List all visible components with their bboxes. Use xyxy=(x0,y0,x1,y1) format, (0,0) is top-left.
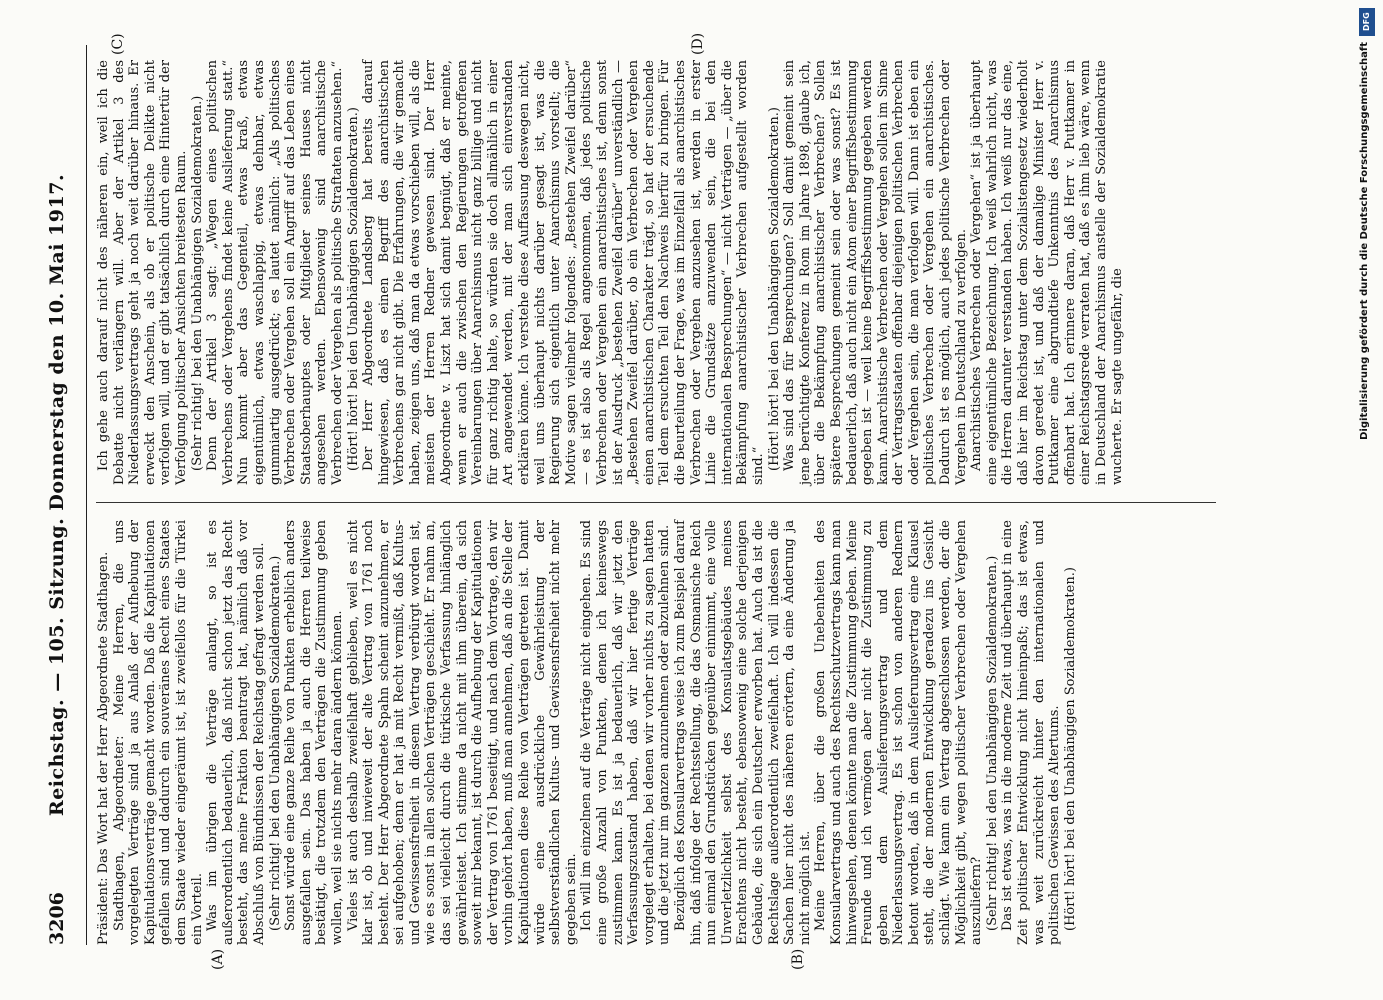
digitization-credit: Digitalisierung gefördert durch die Deutsche Forschungsgemeinschaft xyxy=(1359,42,1370,440)
paragraph: (Hört! hört! bei den Unabhängigen Sozialdemokraten.) xyxy=(766,107,782,471)
running-title: Reichstag. — 105. Sitzung. Donnerstag den 10. Mai 1917. xyxy=(46,173,68,817)
paragraph: Sonst würde eine ganze Reihe von Punkten erheblich anders ausgefallen sein. Das haben ja auch die Herren teilweise bestätigt, die trotzdem den Verträgen die Zustimmung geben wollen, weil sie nichts mehr daran ändern können. xyxy=(283,520,345,945)
page-number: 3206 xyxy=(46,892,68,945)
paragraph: Meine Herren, über die großen Unebenheiten des Konsularvertrags und auch des Rechtsschutzvertrags kann man hinwegsehen, denen könnte man die Zustimmung geben. Meine Freunde und ich vermögen aber nicht die Zustimmung zu geben dem Auslieferungsvertrag und dem Niederlassungsvertrag. Es ist schon von anderen Rednern betont worden, daß in dem Auslieferungsvertrag eine Klausel steht, die der modernen Entwicklung geradezu ins Gesicht schlägt. Wie kann ein Vertrag abgeschlossen werden, der die Möglichkeit gibt, wegen politischer Verbrechen oder Vergehen auszuliefern? xyxy=(813,520,985,945)
paragraph: (Hört! hört! bei den Unabhängigen Sozialdemokraten.) xyxy=(1062,567,1078,931)
paragraph: Das ist etwas, was in die moderne Zeit und überhaupt in eine Zeit politischer Entwicklung nicht hineinpaßt; das ist etwas, was weit zurückreicht hinter den internationalen und politischen Gewissen des Altertums. xyxy=(1000,520,1063,945)
paragraph: Anarchistisches Verbrechen oder Vergehen“ ist ja überhaupt eine eigentümliche Bezeichnung. Ich weiß wahrlich nicht, was die Herren darunter verstanden haben. Ich weiß nur das eine, daß hier im Reichstag unter dem Sozialistengesetz wiederholt davon geredet ist, und daß der damalige Minister Herr v. Puttkamer eine abgrundtiefe Unkenntnis des Anarchismus offenbart hat. Ich erinnere daran, daß Herr v. Puttkamer in einer Reichstagsrede verraten hat, daß es ihm lieb wäre, wenn in Deutschland der Anarchismus anstelle der Sozialdemokratie wucherte. Er sagte ungefähr, die xyxy=(969,60,1125,485)
page-header xyxy=(40,45,87,945)
margin-marker-d: (D) xyxy=(690,32,706,55)
paragraph: Ich will im einzelnen auf die Verträge nicht eingehen. Es sind eine große Anzahl von Punkten, denen ich keineswegs zustimmen kann. Es ist ja bedauerlich, daß wir jetzt den Verfassungszustand haben, daß wir hier fertige Verträge vorgelegt erhalten, bei denen wir vorher nichts zu sagen hatten und die jetzt nur im ganzen anzunehmen oder abzulehnen sind. xyxy=(579,520,673,945)
paragraph: Präsident: Das Wort hat der Herr Abgeordnete Stadthagen. xyxy=(96,551,111,945)
digitization-strip xyxy=(1357,0,1379,1000)
paragraph: (Sehr richtig! bei den Unabhängigen Sozialdemokraten.) xyxy=(189,95,205,471)
paragraph: (Sehr richtig! bei den Unabhängigen Sozialdemokraten.) xyxy=(984,555,1000,931)
paragraph: Der Herr Abgeordnete Landsberg hat bereits darauf hingewiesen, daß es einen Begriff des anarchistischen Verbrechens gar nicht gibt. Die Erfahrungen, die wir gemacht haben, zeigen uns, daß man da etwas vorschieben will, als die meisten der Herren Redner gewesen sind. Der Herr Abgeordnete v. Liszt hat sich damit begnügt, daß er meinte, wenn er auch die zwischen den Regierungen getroffenen Vereinbarungen über Anarchismus nicht ganz billige und nicht für ganz richtig halte, so würden sie doch allmählich in einer Art angewendet werden, mit der man sich einverstanden erklären könne. Ich verstehe diese Auffassung deswegen nicht, weil uns überhaupt nichts darüber gesagt ist, was die Regierung sich eigentlich unter Anarchismus vorstellt; die Motive sagen vielmehr folgendes: „Bestehen Zweifel darüber“ — es ist also als Regel angenommen, daß jedes politische Verbrechen oder Vergehen ein anarchistisches ist, denn sonst ist der Ausdruck „bestehen Zweifel darüber“ unverständlich — „Bestehen Zweifel darüber, ob ein Verbrechen oder Vergehen einen anarchistischen Charakter trägt, so hat der ersuchende Teil dem ersuchten Teil den Nachweis hierfür zu bringen. Für die Beurteilung der Frage, was im Einzelfall als anarchistisches Verbrechen oder Vergehen anzusehen ist, werden in erster Linie die Grundsätze anzuwenden sein, die bei den internationalen Besprechungen“ — nicht Verträgen — „über die Bekämpfung anarchistischer Verbrechen aufgestellt worden sind.“ xyxy=(361,60,766,485)
left-column xyxy=(96,520,1078,945)
paragraph: Was im übrigen die Verträge anlangt, so ist es außerordentlich bedauerlich, daß nicht schon jetzt das Recht besteht, das meine Fraktion beantragt hat, nämlich daß vor Abschluß von Bündnissen der Reichstag gefragt werden soll. xyxy=(205,520,267,945)
paragraph: Vieles ist auch deshalb zweifelhaft geblieben, weil es nicht klar ist, ob und inwieweit der alte Vertrag von 1761 noch besteht. Der Herr Abgeordnete Spahn scheint anzunehmen, er sei aufgehoben; denn er hat ja mit Recht vermißt, daß Kultus- und Gewissensfreiheit in diesem Vertrag verbürgt worden ist, wie es sonst in allen solchen Verträgen geschieht. Er nahm an, das sei vielleicht durch die türkische Verfassung hinlänglich gewährleistet. Ich stimme da nicht mit ihm überein, da sich soweit mir bekannt, ist durch die Aufhebung der Kapitulationen der Vertrag von 1761 beseitigt, und nach dem Vortrage, den wir vorhin gehört haben, muß man annehmen, daß an die Stelle der Kapitulationen diese Reihe von Verträgen getreten ist. Damit würde eine ausdrückliche Gewährleistung der selbstverständlichen Kultus- und Gewissensfreiheit nicht mehr gegeben sein. xyxy=(345,520,579,945)
right-column xyxy=(96,60,1125,485)
column-divider xyxy=(96,502,1216,503)
margin-marker-c: (C) xyxy=(110,33,126,55)
margin-marker-b: (B) xyxy=(790,948,806,970)
paragraph: (Hört! hört! bei den Unabhängigen Sozialdemokraten.) xyxy=(345,107,361,471)
paragraph: Denn der Artikel 3 sagt: „Wegen eines politischen Verbrechens oder Vergehens findet keine Auslieferung statt.“ Nun kommt aber das Gegenteil, etwas kraß, etwas eigentümlich, etwas waschlappig, etwas dehnbar, etwas gummiartig ausgedrückt; es lautet nämlich: „Als politisches Verbrechen oder Vergehen soll ein Angriff auf das Leben eines Staatsoberhauptes oder Mitglieder seines Hauses nicht angesehen werden. Ebensowenig sind anarchistische Verbrechen oder Vergehen als politische Straftaten anzusehen.“ xyxy=(205,60,345,485)
paragraph: Bezüglich des Konsularvertrags weise ich zum Beispiel darauf hin, daß infolge der Rechtsstellung, die das Osmanische Reich nun einmal den Grundstücken gegenüber einnimmt, eine volle Unverletzlichkeit selbst des Konsulatsgebäudes meines Erachtens nicht besteht, ebensowenig eine solche derjenigen Gebäude, die sich ein Deutscher erworben hat. Auch da ist die Rechtslage außerordentlich zweifelhaft. Ich will indessen die Sachen hier nicht des näheren erörtern, da eine Änderung ja nicht möglich ist. xyxy=(672,520,813,945)
dfg-logo-icon: DFG xyxy=(1359,8,1375,36)
paragraph: Was sind das für Besprechungen? Soll damit gemeint sein jene berüchtigte Konferenz in Rom im Jahre 1898, glaube ich, über die Bekämpfung anarchistischer Verbrechen? Sollen spätere Besprechungen gemeint sein oder was sonst? Es ist bedauerlich, daß auch nicht ein Atom einer Begriffsbestimmung gegeben ist — weil keine Begriffsbestimmung gegeben werden kann. Anarchistische Verbrechen oder Vergehen sollen im Sinne der Vertragsstaaten offenbar diejenigen politischen Verbrechen oder Vergehen sein, die man verfolgen will. Dann ist eben ein politisches Verbrechen oder Vergehen ein anarchistisches. Dadurch ist es möglich, auch jedes politische Verbrechen oder Vergehen in Deutschland zu verfolgen. xyxy=(782,60,969,485)
margin-marker-a: (A) xyxy=(210,948,226,970)
paragraph: (Sehr richtig! bei den Unabhängigen Sozialdemokraten.) xyxy=(267,555,283,931)
paragraph: Ich gehe auch darauf nicht des näheren ein, weil ich die Debatte nicht verlängern will. Aber der Artikel 3 des Niederlassungsvertrags geht ja noch weit darüber hinaus. Er erweckt den Anschein, als ob er politische Delikte nicht verfolgen will, und er gibt tatsächlich durch eine Hintertür der Verfolgung politischer Ansichten breitesten Raum. xyxy=(96,60,189,485)
paragraph: Stadthagen, Abgeordneter: Meine Herren, die uns vorgelegten Verträge sind ja aus Anlaß der Aufhebung der Kapitulationsverträge gemacht worden. Daß die Kapitulationen gefallen sind und dadurch ein souveränes Recht eines Staates dem Staate wieder eingeräumt ist, ist zweifellos für die Türkei ein Vorteil. xyxy=(111,520,205,945)
